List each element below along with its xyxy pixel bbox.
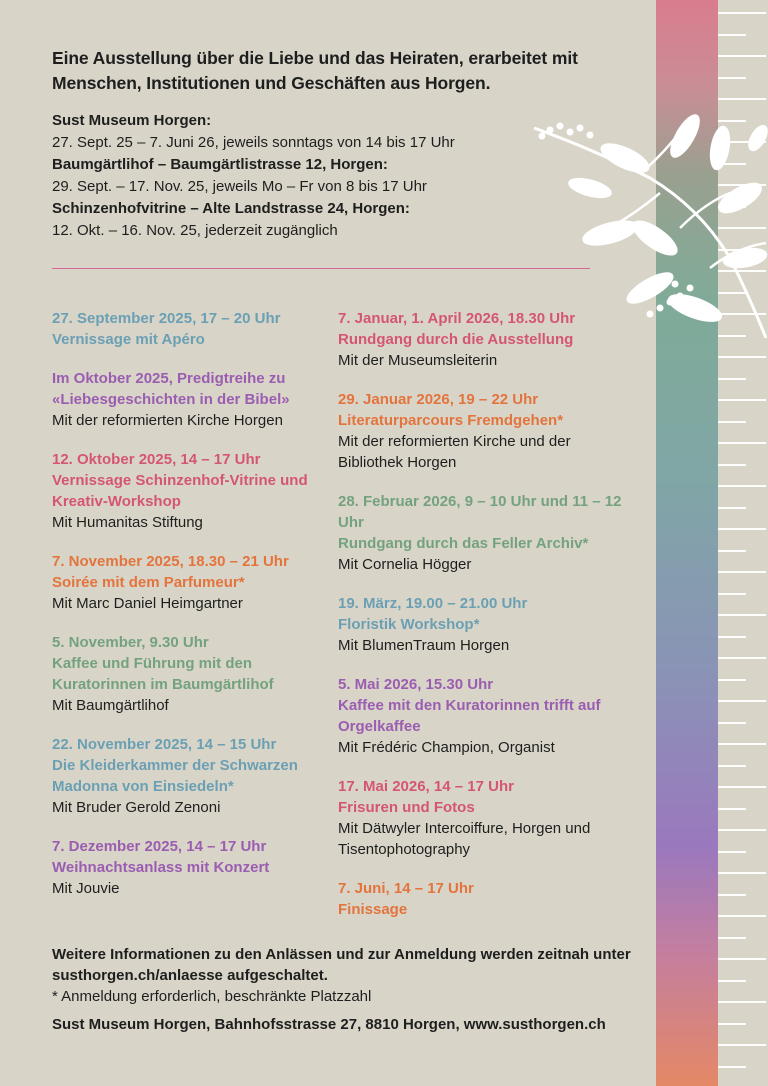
museum-address: Sust Museum Horgen, Bahnhofsstrasse 27, 8810 Horgen, www.susthorgen.ch: [52, 1016, 606, 1033]
event-title: Rundgang durch das Feller Archiv*: [338, 535, 589, 552]
event-item: [338, 878, 638, 920]
event-host: Mit Marc Daniel Heimgartner: [52, 595, 243, 612]
event-host: Mit Cornelia Högger: [338, 556, 472, 573]
event-title: Vernissage Schinzenhof-Vitrine und Kreativ-Workshop: [52, 472, 308, 510]
footer-info: [52, 944, 642, 1007]
ruler-tick: [718, 872, 766, 874]
venue-name: Sust Museum Horgen:: [52, 112, 212, 129]
event-host: Mit Baumgärtlihof: [52, 697, 169, 714]
intro-heading: Eine Ausstellung über die Liebe und das Heiraten, erarbeitet mit Menschen, Institutionen und Geschäften aus Horgen.: [52, 48, 578, 93]
info-text: Weitere Informationen zu den Anlässen und zur Anmeldung werden zeitnah unter susthorgen.ch/anlaesse aufgeschaltet.: [52, 946, 631, 984]
ruler-tick: [718, 636, 746, 638]
section-divider: [52, 268, 590, 269]
ruler-tick: [718, 485, 766, 487]
event-date: 7. Dezember 2025, 14 – 17 Uhr: [52, 838, 267, 855]
ruler-tick: [718, 765, 746, 767]
ruler-tick: [718, 851, 746, 853]
ruler-tick: [718, 1023, 746, 1025]
event-date: 17. Mai 2026, 14 – 17 Uhr: [338, 778, 514, 795]
venue-name: Schinzenhofvitrine – Alte Landstrasse 24, Horgen:: [52, 200, 410, 217]
ruler-tick: [718, 614, 766, 616]
ruler-tick: [718, 550, 746, 552]
event-title: Die Kleiderkammer der Schwarzen Madonna von Einsiedeln*: [52, 757, 298, 795]
event-item: [52, 836, 337, 899]
ruler-tick: [718, 378, 746, 380]
event-item: [52, 632, 337, 716]
venue-dates: 29. Sept. – 17. Nov. 25, jeweils Mo – Fr von 8 bis 17 Uhr: [52, 178, 427, 195]
event-host: Mit BlumenTraum Horgen: [338, 637, 510, 654]
event-item: [338, 389, 638, 473]
event-item: [52, 368, 337, 431]
event-item: [338, 674, 638, 758]
event-date: 5. November, 9.30 Uhr: [52, 634, 209, 651]
venue-dates: 27. Sept. 25 – 7. Juni 26, jeweils sonntags von 14 bis 17 Uhr: [52, 134, 455, 151]
ruler-tick: [718, 915, 766, 917]
ruler-tick: [718, 808, 746, 810]
ruler-tick: [718, 55, 766, 57]
ruler-tick: [718, 1001, 766, 1003]
events-column-right: [338, 308, 638, 938]
ruler-tick: [718, 399, 766, 401]
event-title: Kaffee und Führung mit den Kuratorinnen im Baumgärtlihof: [52, 655, 274, 693]
ruler-tick: [718, 829, 766, 831]
ruler-tick: [718, 507, 746, 509]
ruler-tick: [718, 722, 746, 724]
event-host: Mit der reformierten Kirche und der Bibliothek Horgen: [338, 433, 571, 471]
ruler-tick: [718, 1066, 746, 1068]
ruler-tick: [718, 571, 766, 573]
event-host: Mit Bruder Gerold Zenoni: [52, 799, 221, 816]
event-title: Vernissage mit Apéro: [52, 331, 205, 348]
event-host: Mit der reformierten Kirche Horgen: [52, 412, 283, 429]
venue-item: [52, 154, 612, 198]
event-date: Im Oktober 2025, Predigtreihe zu «Liebesgeschichten in der Bibel»: [52, 370, 290, 408]
ruler-tick: [718, 1044, 766, 1046]
event-date: 22. November 2025, 14 – 15 Uhr: [52, 736, 277, 753]
ruler-tick: [718, 442, 766, 444]
ruler-tick: [718, 528, 766, 530]
venue-dates: 12. Okt. – 16. Nov. 25, jederzeit zugänglich: [52, 222, 338, 239]
event-host: Mit der Museumsleiterin: [338, 352, 498, 369]
event-title: Finissage: [338, 901, 408, 918]
events-column-left: [52, 308, 337, 917]
event-date: 7. Januar, 1. April 2026, 18.30 Uhr: [338, 310, 576, 327]
event-item: [338, 593, 638, 656]
venue-item: [52, 110, 612, 154]
event-title: Kaffee mit den Kuratorinnen trifft auf Orgelkaffee: [338, 697, 601, 735]
ruler-tick: [718, 421, 746, 423]
ruler-tick: [718, 593, 746, 595]
ruler-tick: [718, 98, 766, 100]
event-date: 5. Mai 2026, 15.30 Uhr: [338, 676, 494, 693]
event-date: 7. Juni, 14 – 17 Uhr: [338, 880, 474, 897]
event-date: 19. März, 19.00 – 21.00 Uhr: [338, 595, 528, 612]
ruler-tick: [718, 700, 766, 702]
event-title: Rundgang durch die Ausstellung: [338, 331, 574, 348]
event-host: Mit Dätwyler Intercoiffure, Horgen und Tisentophotography: [338, 820, 591, 858]
event-date: 7. November 2025, 18.30 – 21 Uhr: [52, 553, 289, 570]
event-item: [338, 308, 638, 371]
ruler-tick: [718, 77, 746, 79]
venue-name: Baumgärtlihof – Baumgärtlistrasse 12, Horgen:: [52, 156, 388, 173]
event-date: 28. Februar 2026, 9 – 10 Uhr und 11 – 12 Uhr: [338, 493, 622, 531]
event-title: Floristik Workshop*: [338, 616, 480, 633]
event-title: Soirée mit dem Parfumeur*: [52, 574, 245, 591]
ruler-tick: [718, 958, 766, 960]
event-item: [52, 734, 337, 818]
event-date: 29. Januar 2026, 19 – 22 Uhr: [338, 391, 539, 408]
venue-item: [52, 198, 612, 242]
ruler-tick: [718, 657, 766, 659]
ruler-tick: [718, 980, 746, 982]
event-item: [338, 776, 638, 860]
event-item: [52, 551, 337, 614]
event-date: 12. Oktober 2025, 14 – 17 Uhr: [52, 451, 261, 468]
event-item: [52, 449, 337, 533]
ruler-tick: [718, 679, 746, 681]
registration-note: * Anmeldung erforderlich, beschränkte Platzzahl: [52, 988, 372, 1005]
ruler-tick: [718, 34, 746, 36]
ruler-tick: [718, 937, 746, 939]
ruler-tick: [718, 12, 766, 14]
event-title: Frisuren und Fotos: [338, 799, 475, 816]
ruler-tick: [718, 743, 766, 745]
ruler-tick: [718, 786, 766, 788]
venue-list: [52, 110, 612, 242]
event-host: Mit Frédéric Champion, Organist: [338, 739, 555, 756]
event-title: Weihnachtsanlass mit Konzert: [52, 859, 270, 876]
event-title: Literaturparcours Fremdgehen*: [338, 412, 564, 429]
event-item: [338, 491, 638, 575]
ruler-tick: [718, 894, 746, 896]
event-host: Mit Humanitas Stiftung: [52, 514, 203, 531]
event-item: [52, 308, 337, 350]
ruler-tick: [718, 464, 746, 466]
event-date: 27. September 2025, 17 – 20 Uhr: [52, 310, 281, 327]
event-host: Mit Jouvie: [52, 880, 120, 897]
